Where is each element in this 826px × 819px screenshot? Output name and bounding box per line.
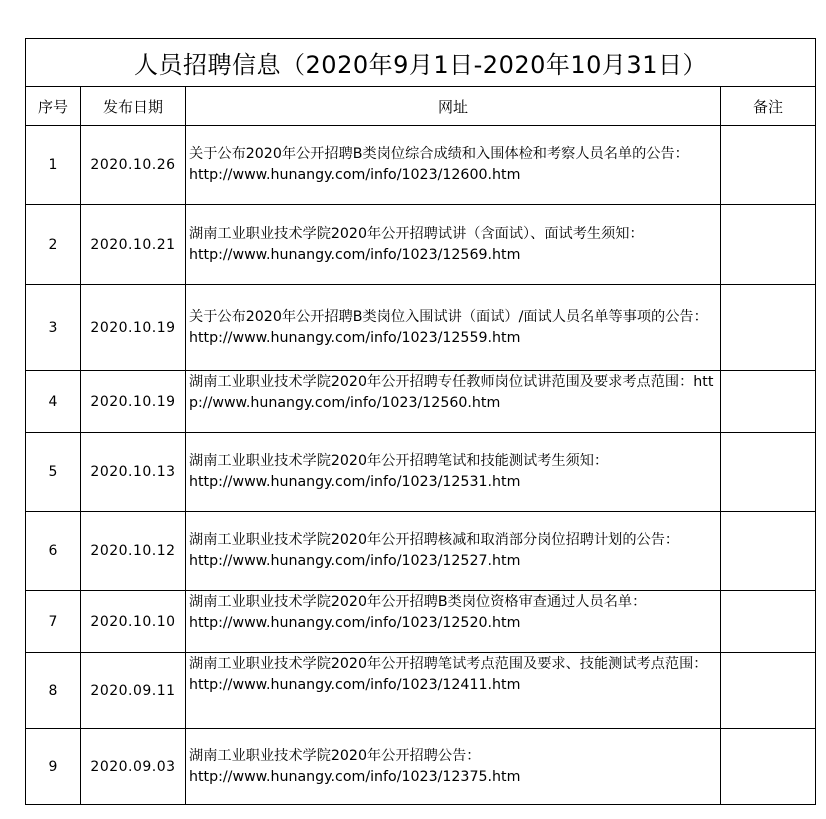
row-announcement-link[interactable]: 湖南工业职业技术学院2020年公开招聘笔试和技能测试考生须知： http://www.hunangy.com/info/1023/12531.htm [186,433,721,512]
row-date: 2020.10.12 [81,512,186,591]
row-number: 6 [26,512,81,591]
row-note [721,205,816,285]
row-number: 2 [26,205,81,285]
row-announcement-link[interactable]: 湖南工业职业技术学院2020年公开招聘专任教师岗位试讲范围及要求考点范围：http://www.hunangy.com/info/1023/12560.htm [186,371,721,433]
row-date: 2020.10.19 [81,371,186,433]
table-row [26,512,816,591]
row-announcement-link[interactable]: 湖南工业职业技术学院2020年公开招聘试讲（含面试）、面试考生须知： http://www.hunangy.com/info/1023/12569.htm [186,205,721,285]
row-note [721,433,816,512]
row-note [721,653,816,729]
row-date: 2020.10.13 [81,433,186,512]
header-url: 网址 [186,87,721,126]
row-number: 7 [26,591,81,653]
row-number: 1 [26,126,81,205]
row-note [721,729,816,805]
row-note [721,591,816,653]
row-date: 2020.10.21 [81,205,186,285]
row-announcement-link[interactable]: 湖南工业职业技术学院2020年公开招聘笔试考点范围及要求、技能测试考点范围：http://www.hunangy.com/info/1023/12411.htm [186,653,721,729]
row-date: 2020.10.19 [81,285,186,371]
table-row [26,653,816,729]
table-row [26,433,816,512]
row-date: 2020.09.03 [81,729,186,805]
row-number: 8 [26,653,81,729]
row-announcement-link[interactable]: 关于公布2020年公开招聘B类岗位综合成绩和入围体检和考察人员名单的公告： http://www.hunangy.com/info/1023/12600.htm [186,126,721,205]
row-number: 4 [26,371,81,433]
title-row [26,39,816,87]
row-number: 3 [26,285,81,371]
row-number: 5 [26,433,81,512]
row-note [721,126,816,205]
table-row [26,205,816,285]
header-no: 序号 [26,87,81,126]
table-row [26,285,816,371]
recruitment-sheet [25,38,815,805]
recruitment-table [25,38,816,805]
header-date: 发布日期 [81,87,186,126]
page-title: 人员招聘信息（2020年9月1日-2020年10月31日） [26,39,816,87]
row-note [721,512,816,591]
row-announcement-link[interactable]: 湖南工业职业技术学院2020年公开招聘公告： http://www.hunangy.com/info/1023/12375.htm [186,729,721,805]
row-date: 2020.10.26 [81,126,186,205]
header-note: 备注 [721,87,816,126]
row-date: 2020.09.11 [81,653,186,729]
row-announcement-link[interactable]: 关于公布2020年公开招聘B类岗位入围试讲（面试）/面试人员名单等事项的公告：http://www.hunangy.com/info/1023/12559.htm [186,285,721,371]
row-date: 2020.10.10 [81,591,186,653]
header-row [26,87,816,126]
table-row [26,126,816,205]
table-row [26,371,816,433]
table-row [26,591,816,653]
row-note [721,285,816,371]
row-note [721,371,816,433]
row-announcement-link[interactable]: 湖南工业职业技术学院2020年公开招聘B类岗位资格审查通过人员名单： http://www.hunangy.com/info/1023/12520.htm [186,591,721,653]
row-announcement-link[interactable]: 湖南工业职业技术学院2020年公开招聘核减和取消部分岗位招聘计划的公告： http://www.hunangy.com/info/1023/12527.htm [186,512,721,591]
table-row [26,729,816,805]
row-number: 9 [26,729,81,805]
